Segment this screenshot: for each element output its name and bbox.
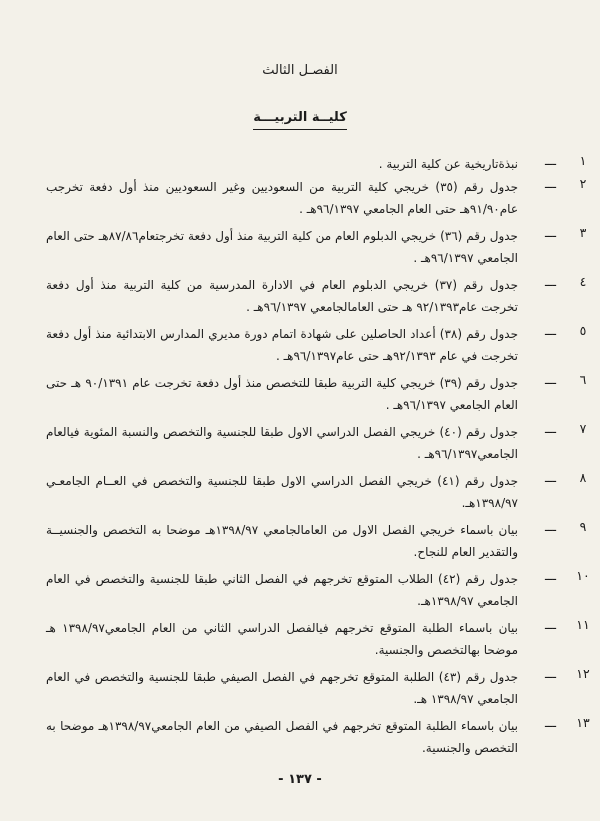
item-dash: ـــ [545, 568, 556, 583]
list-item [0, 274, 600, 323]
list-item [0, 666, 600, 715]
item-number: ٩ [579, 519, 587, 534]
list-item [0, 617, 600, 666]
item-text: جدول رقم (٤٢) الطلاب المتوقع تخرجهم في الفصل الثاني طبقا للجنسية والتخصص في العام الجامعي ١٣٩٨/٩٧هـ. [46, 572, 518, 608]
item-text: بيان باسماء الطلبة المتوقع تخرجهم فيالفصل الدراسي الثاني من العام الجامعي١٣٩٨/٩٧ هـ موضحا بهالتخصص والجنسية. [46, 621, 518, 657]
item-number: ٤ [579, 274, 587, 289]
list-item [0, 323, 600, 372]
list-item [0, 372, 600, 421]
item-text: جدول رقم (٣٨) أعداد الحاصلين على شهادة اتمام دورة مديري المدارس الابتدائية منذ أول دفعة تخرجت في عام ٩٢/١٣٩٣هـ حتى عام٩٦/١٣٩٧هـ . [46, 327, 518, 363]
item-text: جدول رقم (٤٠) خريجي الفصل الدراسي الاول طبقا للجنسية والتخصص والنسبة المئوية فيالعام الجامعي٩٦/١٣٩٧هـ . [46, 425, 518, 461]
item-number: ٨ [579, 470, 587, 485]
item-dash: ـــ [545, 176, 556, 191]
list-item [0, 715, 600, 764]
item-text: جدول رقم (٣٦) خريجي الدبلوم العام من كلية التربية منذ أول دفعة تخرجتعام٨٧/٨٦هـ حتى العام الجامعي ٩٦/١٣٩٧هـ . [46, 229, 518, 265]
item-text: جدول رقم (٣٥) خريجي كلية التربية من السعوديين وغير السعوديين منذ أول دفعة تخرجب عام٩١/٩٠هـ حتى العام الجامعي ٩٦/١٣٩٧هـ . [46, 180, 518, 216]
item-dash: ـــ [545, 153, 556, 168]
item-number: ٢ [579, 176, 587, 191]
section-title: كليــة التربيـــة [253, 110, 347, 130]
page-number: - ١٣٧ - [278, 772, 322, 787]
item-text: جدول رقم (٤١) خريجي الفصل الدراسي الاول طبقا للجنسية والتخصص في العــام الجامعـي ١٣٩٨/٩٧هـ. [46, 474, 519, 510]
item-dash: ـــ [545, 323, 556, 338]
item-number: ١٢ [576, 666, 590, 681]
chapter-title: الفصـل الثالث [262, 63, 338, 78]
item-text: بيان باسماء خريجي الفصل الاول من العامالجامعي ١٣٩٨/٩٧هـ موضحا به التخصص والجنسيــة والتقدير العام للنجاح. [46, 523, 518, 559]
list-item [0, 470, 600, 519]
list-item [0, 568, 600, 617]
item-number: ١ [579, 153, 587, 168]
item-number: ٣ [579, 225, 587, 240]
contents-list [0, 153, 600, 764]
item-number: ١٠ [576, 568, 590, 583]
item-text: جدول رقم (٣٩) خريجي كلية التربية طبقا للتخصص منذ أول دفعة تخرجت عام ٩٠/١٣٩١ هـ حتى العام الجامعي ٩٦/١٣٩٧هـ . [46, 376, 519, 412]
item-text: جدول رقم (٣٧) خريجي الدبلوم العام في الادارة المدرسية من كلية التربية منذ أول دفعة تخرجت عام٩٢/١٣٩٣ هـ حتى العامالجامعي ٩٦/١٣٩٧هـ . [46, 278, 518, 314]
item-text: نبذةتاريخية عن كلية التربية . [378, 157, 518, 171]
list-item [0, 176, 600, 225]
item-dash: ـــ [545, 617, 556, 632]
item-number: ٦ [579, 372, 587, 387]
item-text: بيان باسماء الطلبة المتوقع تخرجهم في الفصل الصيفي من العام الجامعي١٣٩٨/٩٧هـ موضحا به التخصص والجنسية. [46, 719, 518, 755]
item-dash: ـــ [545, 519, 556, 534]
item-dash: ـــ [545, 470, 556, 485]
section-title-wrapper [0, 110, 600, 130]
item-dash: ـــ [545, 274, 556, 289]
list-item [0, 519, 600, 568]
list-item [0, 153, 600, 176]
item-dash: ـــ [545, 666, 556, 681]
list-item [0, 225, 600, 274]
list-item [0, 421, 600, 470]
item-number: ١١ [576, 617, 590, 632]
item-dash: ـــ [545, 715, 556, 730]
item-dash: ـــ [545, 225, 556, 240]
item-number: ٧ [579, 421, 587, 436]
item-dash: ـــ [545, 372, 556, 387]
item-dash: ـــ [545, 421, 556, 436]
item-number: ٥ [579, 323, 587, 338]
item-text: جدول رقم (٤٣) الطلبة المتوقع تخرجهم في الفصل الصيفي طبقا للجنسية والتخصص في العام الجامعي ١٣٩٨/٩٧ هـ. [46, 670, 518, 706]
item-number: ١٣ [576, 715, 590, 730]
